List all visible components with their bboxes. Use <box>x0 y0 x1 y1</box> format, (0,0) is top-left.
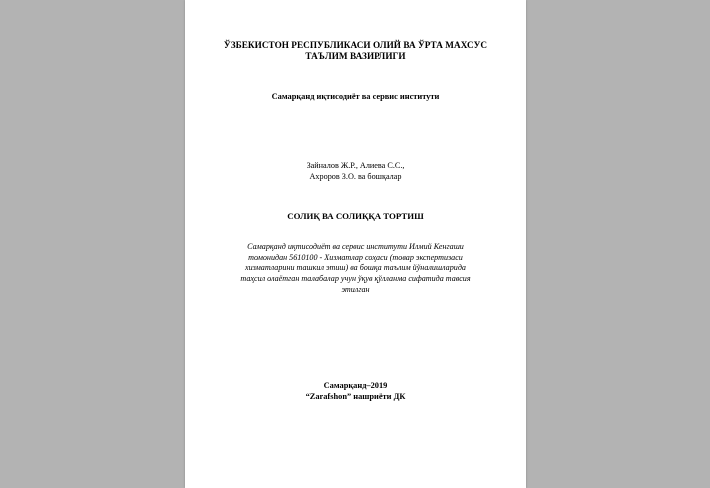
publisher: “Zarafshon” нашриёти ДК <box>305 392 406 401</box>
ministry-line-1: ЎЗБЕКИСТОН РЕСПУБЛИКАСИ ОЛИЙ ВА ЎРТА МАХСУС <box>223 40 488 50</box>
approval-line: этилган <box>341 285 370 294</box>
authors-line-2: Ахроров З.О. ва бошқалар <box>309 172 402 181</box>
book-title: СОЛИҚ ВА СОЛИҚҚА ТОРТИШ <box>287 211 424 221</box>
document-page <box>185 0 526 488</box>
approval-line: Самарқанд иқтисодиёт ва сервис институти Илмий Кенгаши <box>247 242 464 251</box>
city-year: Самарқанд–2019 <box>323 381 388 390</box>
authors-line-1: Зайналов Ж.Р., Алиева С.С., <box>306 161 405 170</box>
approval-line: таҳсил олаётган талабалар учун ўқув қўлланма сифатида тавсия <box>240 274 471 283</box>
institute-name: Самарқанд иқтисодиёт ва сервис институти <box>271 92 440 101</box>
approval-line: томонидан 5610100 - Хизматлар соҳаси (товар экспертизаси <box>248 253 463 262</box>
approval-line: хизматларини ташкил этиш) ва бошқа таълим йўналишларида <box>245 263 466 272</box>
ministry-line-2: ТАЪЛИМ ВАЗИРЛИГИ <box>305 51 406 61</box>
